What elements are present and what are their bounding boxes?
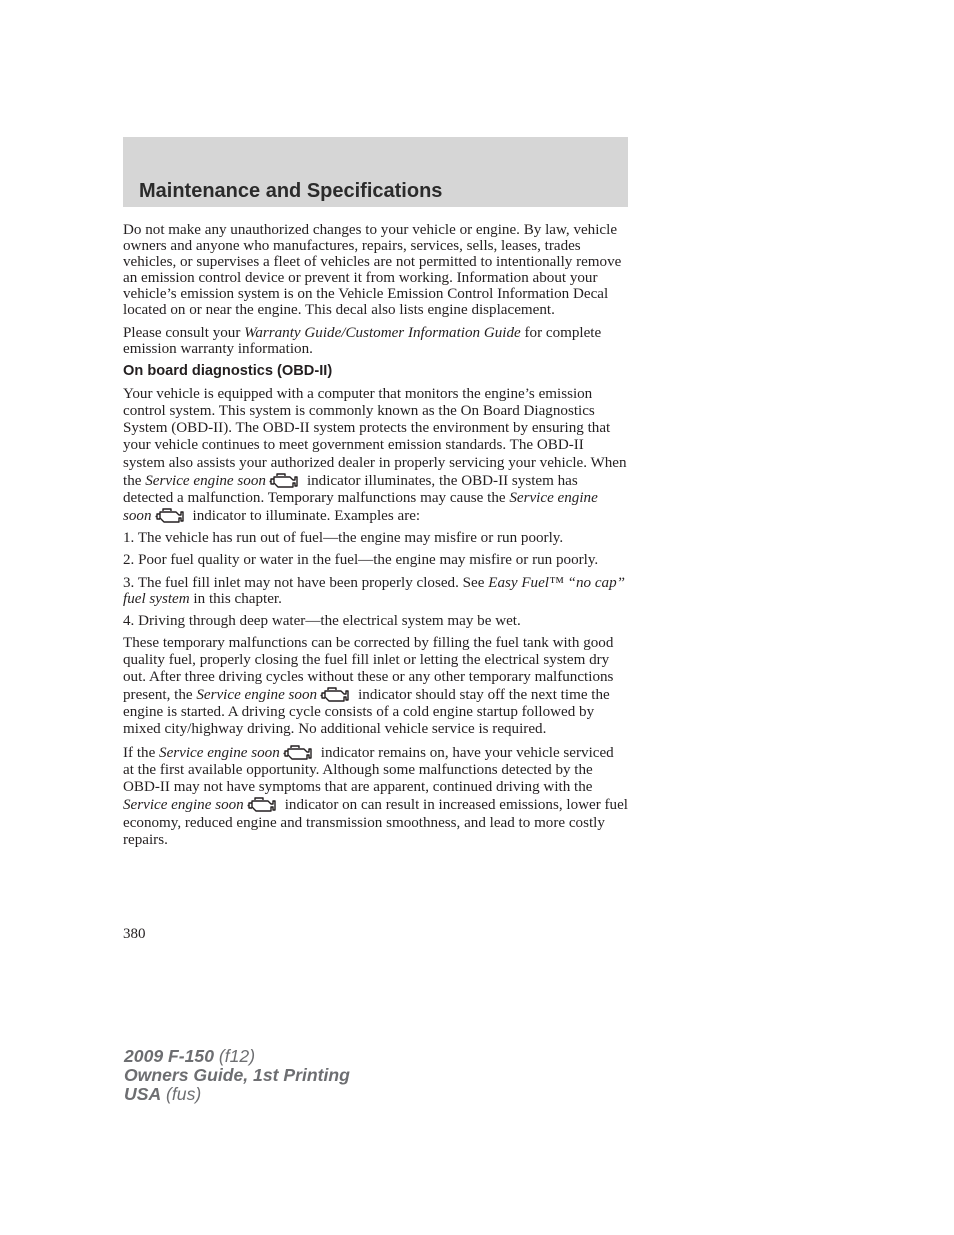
check-engine-icon bbox=[283, 744, 313, 761]
section-header-band bbox=[123, 137, 628, 207]
footer-edition-line: Owners Guide, 1st Printing bbox=[124, 1065, 350, 1085]
paragraph-obd-description: Your vehicle is equipped with a computer that monitors the engine’s emission control system. This system is commonly known as the On Board Diagnostics System (OBD-II). The OBD-II system protects the environment by ensuring that your vehicle continues to meet government emission standards. The OBD-II system also assists your authorized dealer in properly servicing your vehicle. When the Service engine soon indicator illuminates, the OBD-II system has detected a malfunction. Temporary malfunctions may cause the Service engine soon indicator to illuminate. Examples are: bbox=[123, 385, 627, 525]
check-engine-icon bbox=[155, 507, 185, 524]
page-content bbox=[123, 222, 628, 849]
list-item: 2. Poor fuel quality or water in the fuel—the engine may misfire or run poorly. bbox=[123, 552, 599, 569]
check-engine-icon bbox=[247, 796, 277, 813]
page-number: 380 bbox=[123, 926, 146, 942]
list-item: 4. Driving through deep water—the electrical system may be wet. bbox=[123, 612, 521, 629]
check-engine-icon bbox=[320, 686, 350, 703]
paragraph-emission-changes: Do not make any unauthorized changes to your vehicle or engine. By law, vehicle owners and anyone who manufactures, repairs, services, sells, leases, trades vehicles, or supervises a fleet of vehicles are not permitted to intentionally remove an emission control device or prevent it from working. Information about your vehicle’s emission system is on the Vehicle Emission Control Information Decal located on or near the engine. This decal also lists engine displacement. bbox=[123, 222, 622, 319]
footer-region-line: USA (fus) bbox=[124, 1084, 202, 1104]
document-footer bbox=[124, 1047, 350, 1104]
subheading-obd: On board diagnostics (OBD-II) bbox=[123, 362, 333, 379]
footer-model-line: 2009 F-150 (f12) bbox=[124, 1046, 256, 1066]
list-item: 3. The fuel fill inlet may not have been properly closed. See Easy Fuel™ “no cap” fuel system in this chapter. bbox=[123, 574, 626, 607]
paragraph-temporary-malfunctions: These temporary malfunctions can be corrected by filling the fuel tank with good quality fuel, properly closing the fuel fill inlet or letting the electrical system dry out. After three driving cycles without these or any other temporary malfunctions present, the Service engine soon indicator should stay off the next time the engine is started. A driving cycle consists of a cold engine startup followed by mixed city/highway driving. No additional vehicle service is required. bbox=[123, 634, 614, 737]
warranty-guide-reference: Warranty Guide/Customer Information Guide bbox=[244, 324, 521, 341]
paragraph-warranty: Please consult your Warranty Guide/Customer Information Guide for complete emission warranty information. bbox=[123, 324, 602, 357]
section-title: Maintenance and Specifications bbox=[139, 180, 443, 202]
check-engine-icon bbox=[269, 472, 299, 489]
easy-fuel-reference: Easy Fuel™ “no cap” fuel system bbox=[123, 574, 626, 607]
paragraph-indicator-remains-on: If the Service engine soon indicator remains on, have your vehicle serviced at the first available opportunity. Although some malfunctions detected by the OBD-II may not have symptoms that are apparent, continued driving with the Service engine soon indicator on can result in increased emissions, lower fuel economy, reduced engine and transmission smoothness, and lead to more costly repairs. bbox=[123, 744, 628, 848]
list-item: 1. The vehicle has run out of fuel—the engine may misfire or run poorly. bbox=[123, 530, 564, 547]
